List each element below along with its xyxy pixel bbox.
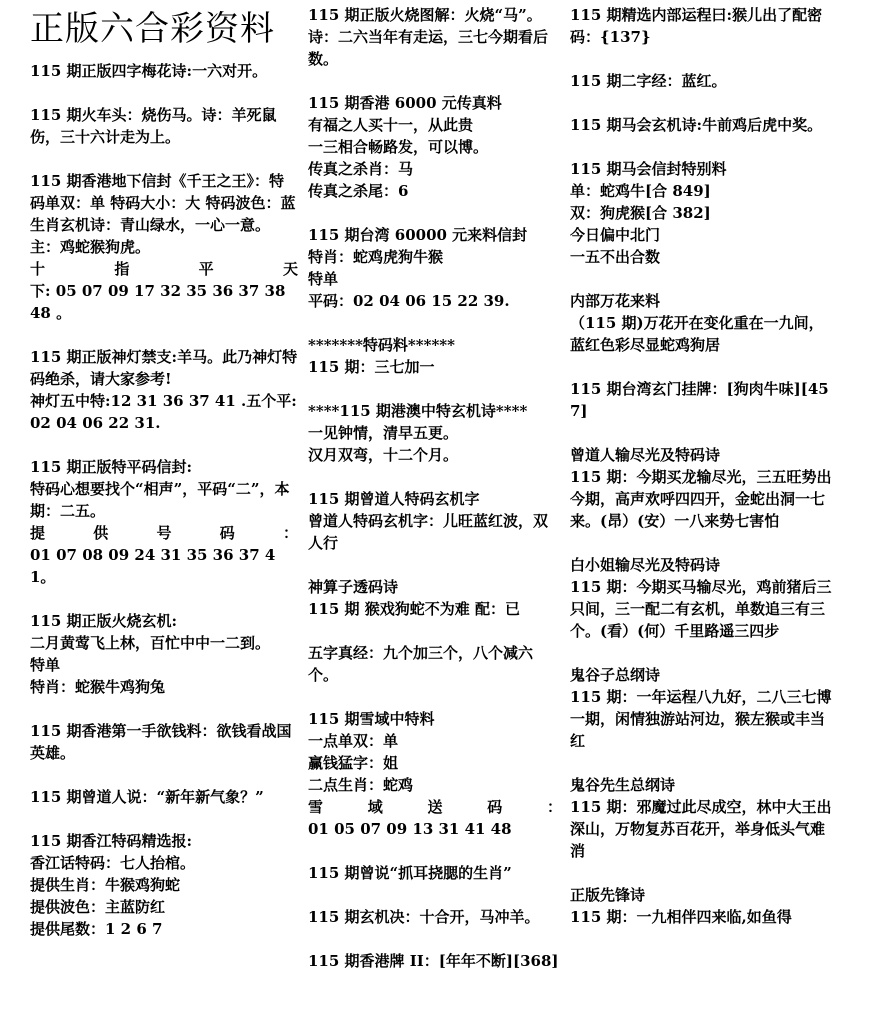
- text-block: [570, 554, 832, 642]
- text-line: 115 期香港第一手欲钱料：欲钱看战国英雄。: [30, 722, 292, 762]
- text-line: 特肖：蛇鸡虎狗牛猴: [308, 248, 444, 266]
- text-block: [570, 774, 832, 862]
- text-line: 特码心想要找个“相声”，平码“二”，本期：二五。: [30, 480, 290, 520]
- text-line: 赢钱猛字：姐: [308, 754, 399, 772]
- text-block: [308, 224, 562, 312]
- text-line: 雪 域 送 码 ：: [308, 798, 562, 816]
- text-line: 115 期曾道人特码玄机字: [308, 490, 480, 508]
- text-line: 一三相合畅路发，可以博。: [308, 138, 489, 156]
- text-block: [308, 488, 562, 554]
- text-line: 汉月双弯，十二个月。: [308, 446, 459, 464]
- text-block: [308, 708, 562, 840]
- text-line: 特单: [308, 270, 339, 288]
- text-block: [30, 104, 298, 148]
- text-line: 115 期：一九相伴四来临,如鱼得: [570, 908, 792, 926]
- text-line: 双：狗虎猴[合 382]: [570, 204, 711, 222]
- text-line: 01 07 08 09 24 31 35 36 37 41。: [30, 546, 276, 586]
- column-3: [570, 0, 832, 950]
- text-block: [308, 642, 562, 686]
- text-line: 香江话特码：七人抬棺。: [30, 854, 196, 872]
- text-block: [570, 290, 832, 356]
- text-line: 115 期正版特平码信封:: [30, 458, 193, 476]
- text-line: 115 期：今期买马输尽光，鸡前猪后三只间，三一配二有玄机，单数追三有三个。(看）(何）千里路遥三四步: [570, 578, 832, 640]
- text-line: 十 指 平 天: [30, 260, 298, 278]
- text-line: 115 期精选内部运程曰:猴儿出了配密码：{137}: [570, 6, 823, 46]
- text-line: 特单: [30, 656, 61, 674]
- text-line: 有福之人买十一，从此贵: [308, 116, 474, 134]
- text-line: 115 期正版火烧玄机:: [30, 612, 178, 630]
- text-line: 提供生肖：牛猴鸡狗蛇: [30, 876, 181, 894]
- column-2: [308, 0, 562, 994]
- text-line: 一五不出合数: [570, 248, 661, 266]
- text-line: 115 期：邪魔过此尽成空，林中大王出深山，万物复苏百花开，举身低头气难消: [570, 798, 832, 860]
- text-line: 特肖：蛇猴牛鸡狗兔: [30, 678, 166, 696]
- column-1: [30, 0, 298, 962]
- text-line: 传真之杀尾：6: [308, 182, 409, 200]
- text-line: 115 期香港 6000 元传真料: [308, 94, 502, 112]
- text-block: [30, 456, 298, 588]
- text-block: [570, 4, 832, 48]
- text-line: 115 期二字经：蓝红。: [570, 72, 727, 90]
- text-line: 115 期火车头：烧伤马。诗：羊死鼠伤，三十六计走为上。: [30, 106, 277, 146]
- text-line: *******特码料******: [308, 336, 455, 354]
- text-line: 提供波色：主蓝防红: [30, 898, 166, 916]
- column-1-blocks: [30, 60, 298, 940]
- text-block: [308, 4, 562, 70]
- text-block: [570, 884, 832, 928]
- text-line: 一点单双：单: [308, 732, 399, 750]
- text-line: 下: 05 07 09 17 32 35 36 37 38 48 。: [30, 282, 286, 322]
- text-line: 115 期马会信封特别料: [570, 160, 727, 178]
- text-line: 今日偏中北门: [570, 226, 661, 244]
- text-line: 白小姐输尽光及特码诗: [570, 556, 721, 574]
- text-line: 鬼谷先生总纲诗: [570, 776, 676, 794]
- text-block: [308, 334, 562, 378]
- text-line: 正版先锋诗: [570, 886, 646, 904]
- text-block: [308, 92, 562, 202]
- text-block: [570, 158, 832, 268]
- column-3-blocks: [570, 0, 832, 928]
- text-line: 115 期香港地下信封《千王之王》：特码单双：单 特码大小：大 特码波色：蓝: [30, 172, 296, 212]
- text-line: 内部万花来料: [570, 292, 661, 310]
- text-block: [308, 576, 562, 620]
- text-block: [570, 114, 832, 136]
- text-line: 115 期正版火烧图解：火烧“马”。诗：二六当年有走运，三七今期看后数。: [308, 6, 549, 68]
- text-block: [308, 906, 562, 928]
- text-line: 115 期台湾 60000 元来料信封: [308, 226, 528, 244]
- text-line: 二月黄莺飞上林，百忙中中一二到。: [30, 634, 271, 652]
- text-line: 鬼谷子总纲诗: [570, 666, 661, 684]
- column-2-blocks: [308, 0, 562, 972]
- text-line: 115 期曾说“抓耳挠腮的生肖”: [308, 864, 512, 882]
- text-block: [30, 170, 298, 324]
- text-line: 01 05 07 09 13 31 41 48: [308, 820, 512, 838]
- text-line: 115 期：一年运程八九好，二八三七博一期，闲情独游站河边，猴左猴或丰当红: [570, 688, 832, 750]
- text-block: [570, 378, 832, 422]
- text-line: 神灯五中特:12 31 36 37 41 .五个平:02 04 06 22 31.: [30, 392, 297, 432]
- text-line: （115 期)万花开在变化重在一九间，蓝红色彩尽显蛇鸡狗居: [570, 314, 824, 354]
- text-line: 提供尾数：1 2 6 7: [30, 920, 163, 938]
- text-block: [30, 346, 298, 434]
- text-block: [570, 70, 832, 92]
- text-line: 115 期台湾玄门挂牌：[狗肉牛味][457]: [570, 380, 829, 420]
- text-block: [308, 400, 562, 466]
- text-line: 曾道人输尽光及特码诗: [570, 446, 721, 464]
- text-line: 生肖玄机诗：青山绿水，一心一意。主：鸡蛇猴狗虎。: [30, 216, 271, 256]
- text-line: 曾道人特码玄机字：儿旺蓝红波，双人行: [308, 512, 549, 552]
- text-line: 115 期：三七加一: [308, 358, 435, 376]
- text-block: [30, 610, 298, 698]
- text-block: [30, 830, 298, 940]
- text-line: 115 期马会玄机诗:牛前鸡后虎中奖。: [570, 116, 823, 134]
- text-line: 提 供 号 码 ：: [30, 524, 298, 542]
- text-line: 单：蛇鸡牛[合 849]: [570, 182, 711, 200]
- text-line: 115 期香港牌 II：[年年不断][368]: [308, 952, 559, 970]
- text-block: [30, 786, 298, 808]
- text-line: 115 期：今期买龙输尽光，三五旺势出今期，高声欢呼四四开，金蛇出洞一七来。(昂）(安）一八来势七害怕: [570, 468, 832, 530]
- text-line: 115 期正版神灯禁支:羊马。此乃神灯特码绝杀，请大家参考!: [30, 348, 298, 388]
- text-line: 五字真经：九个加三个，八个减六个。: [308, 644, 534, 684]
- text-line: 115 期雪域中特料: [308, 710, 435, 728]
- text-block: [30, 720, 298, 764]
- text-block: [308, 862, 562, 884]
- text-line: 二点生肖：蛇鸡: [308, 776, 414, 794]
- text-block: [570, 444, 832, 532]
- text-line: 115 期 猴戏狗蛇不为难 配：已: [308, 600, 520, 618]
- text-line: 平码：02 04 06 15 22 39.: [308, 292, 510, 310]
- text-line: 传真之杀肖：马: [308, 160, 414, 178]
- text-line: 115 期正版四字梅花诗:一六对开。: [30, 62, 268, 80]
- text-block: [570, 664, 832, 752]
- text-line: 神算子透码诗: [308, 578, 399, 596]
- text-line: ****115 期港澳中特玄机诗****: [308, 402, 528, 420]
- text-line: 115 期曾道人说：“新年新气象？”: [30, 788, 264, 806]
- text-line: 115 期香江特码精选报:: [30, 832, 193, 850]
- text-block: [308, 950, 562, 972]
- text-block: [30, 60, 298, 82]
- text-line: 115 期玄机决：十合开，马冲羊。: [308, 908, 540, 926]
- text-line: 一见钟情，清早五更。: [308, 424, 459, 442]
- page-title: 正版六合彩资料: [30, 9, 275, 49]
